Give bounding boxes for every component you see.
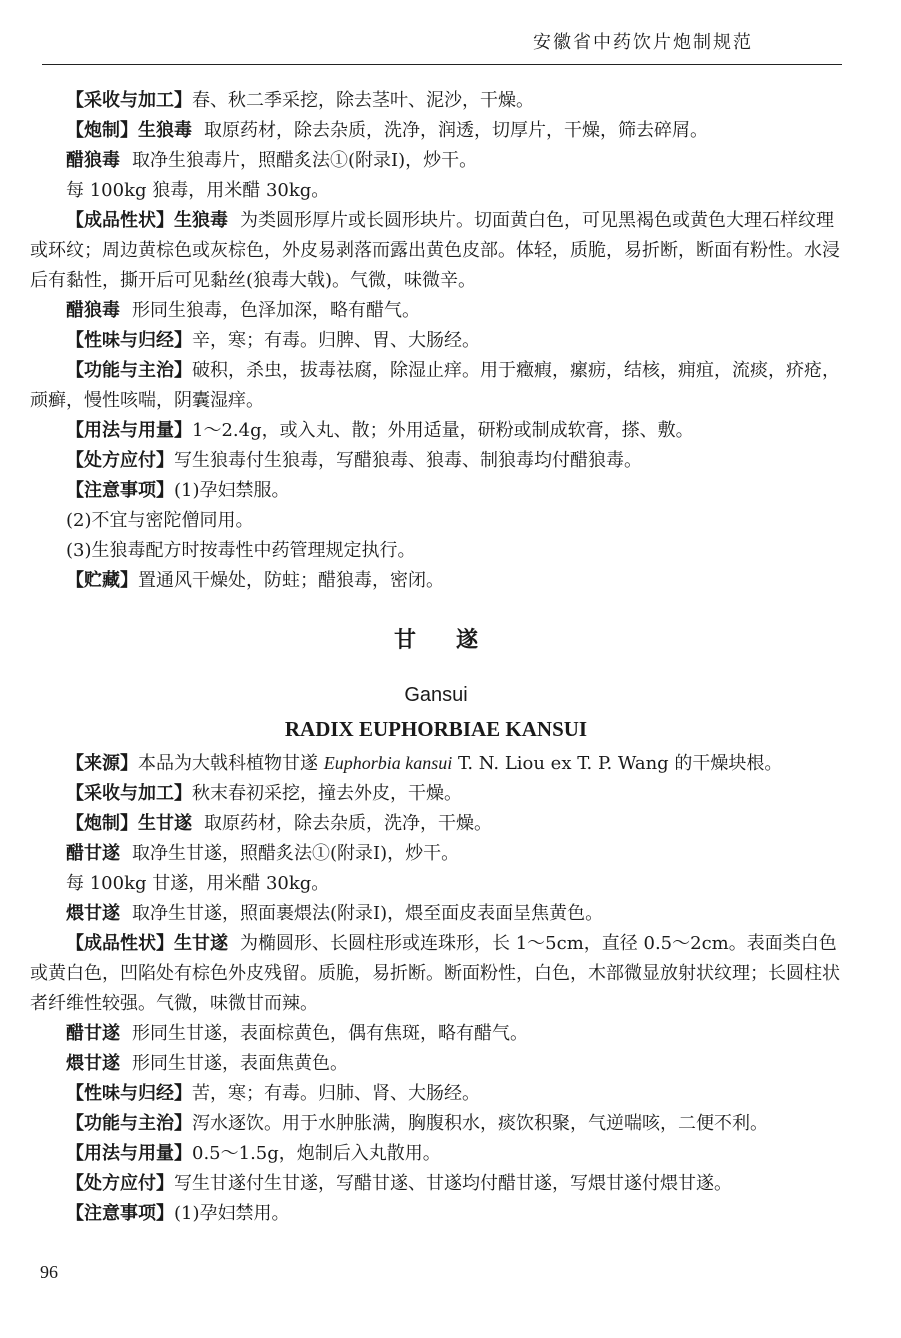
s1-nature: 【性味与归经】辛，寒；有毒。归脾、胃、大肠经。 bbox=[66, 330, 480, 351]
s2-notes: 【注意事项】(1)孕妇禁用。 bbox=[66, 1203, 290, 1224]
s1-process: 【炮制】生狼毒 取原药材，除去杂质，洗净，润透，切厚片，干燥，筛去碎屑。 bbox=[66, 120, 708, 141]
monograph-title: 甘遂 bbox=[393, 628, 518, 653]
s1-traits-vinegar: 醋狼毒 形同生狼毒，色泽加深，略有醋气。 bbox=[66, 300, 420, 321]
s2-traits-vinegar: 醋甘遂 形同生甘遂，表面棕黄色，偶有焦斑，略有醋气。 bbox=[66, 1023, 528, 1044]
s1-vinegar: 醋狼毒 取净生狼毒片，照醋炙法①(附录Ⅰ)，炒干。 bbox=[66, 150, 478, 171]
s2-usage: 【用法与用量】0.5～1.5g，炮制后入丸散用。 bbox=[66, 1143, 441, 1164]
s1-prescription: 【处方应付】写生狼毒付生狼毒，写醋狼毒、狼毒、制狼毒均付醋狼毒。 bbox=[66, 450, 642, 471]
monograph-pinyin: Gansui bbox=[404, 684, 468, 706]
header-rule bbox=[42, 64, 842, 65]
page-body bbox=[30, 86, 842, 1229]
s1-traits: 【成品性状】生狼毒 为类圆形厚片或长圆形块片。切面黄白色，可见黑褐色或黄色大理石样纹理或环纹；周边黄棕色或灰棕色，外皮易剥落而露出黄色皮部。体轻，质脆，易折断，断面有粉性。水浸后有黏性，撕开后可见黏丝(狼毒大戟)。气微，味微辛。 bbox=[30, 210, 840, 291]
s1-vinegar-ratio: 每 100kg 狼毒，用米醋 30kg。 bbox=[66, 180, 330, 201]
s2-vinegar: 醋甘遂 取净生甘遂，照醋炙法①(附录Ⅰ)，炒干。 bbox=[66, 843, 460, 864]
s2-source: 【来源】本品为大戟科植物甘遂 Euphorbia kansui T. N. Liou ex T. P. Wang 的干燥块根。 bbox=[66, 753, 783, 774]
s2-nature: 【性味与归经】苦，寒；有毒。归肺、肾、大肠经。 bbox=[66, 1083, 480, 1104]
monograph-latin-name: RADIX EUPHORBIAE KANSUI bbox=[284, 717, 588, 741]
s1-usage: 【用法与用量】1～2.4g，或入丸、散；外用适量，研粉或制成软膏，搽、敷。 bbox=[66, 420, 694, 441]
s2-roast: 煨甘遂 取净生甘遂，照面裹煨法(附录Ⅰ)，煨至面皮表面呈焦黄色。 bbox=[66, 903, 604, 924]
s2-function: 【功能与主治】泻水逐饮。用于水肿胀满，胸腹积水，痰饮积聚，气逆喘咳，二便不利。 bbox=[66, 1113, 768, 1134]
s1-notes-3: (3)生狼毒配方时按毒性中药管理规定执行。 bbox=[66, 540, 416, 561]
s2-vinegar-ratio: 每 100kg 甘遂，用米醋 30kg。 bbox=[66, 873, 330, 894]
header-title: 安徽省中药饮片炮制规范 bbox=[533, 32, 753, 53]
s1-harvest: 【采收与加工】春、秋二季采挖，除去茎叶、泥沙，干燥。 bbox=[66, 90, 534, 111]
s2-prescription: 【处方应付】写生甘遂付生甘遂，写醋甘遂、甘遂均付醋甘遂，写煨甘遂付煨甘遂。 bbox=[66, 1173, 732, 1194]
s2-traits-roast: 煨甘遂 形同生甘遂，表面焦黄色。 bbox=[66, 1053, 348, 1074]
page-number: 96 bbox=[40, 1262, 58, 1282]
s2-harvest: 【采收与加工】秋末春初采挖，撞去外皮，干燥。 bbox=[66, 783, 462, 804]
s1-function: 【功能与主治】破积，杀虫，拔毒祛腐，除湿止痒。用于癥瘕，瘰疬，结核，痈疽，流痰，疥疮，顽癣，慢性咳喘，阴囊湿痒。 bbox=[30, 360, 840, 411]
s1-notes-2: (2)不宜与密陀僧同用。 bbox=[66, 510, 254, 531]
s1-notes: 【注意事项】(1)孕妇禁服。 bbox=[66, 480, 290, 501]
s2-process: 【炮制】生甘遂 取原药材，除去杂质，洗净，干燥。 bbox=[66, 813, 492, 834]
s2-traits: 【成品性状】生甘遂 为椭圆形、长圆柱形或连珠形，长 1～5cm，直径 0.5～2cm。表面类白色或黄白色，凹陷处有棕色外皮残留。质脆，易折断。断面粉性，白色，木部微显放射状纹理；长圆柱状者纤维性较强。气微，味微甘而辣。 bbox=[30, 933, 840, 1014]
s1-storage: 【贮藏】置通风干燥处，防蛀；醋狼毒，密闭。 bbox=[66, 570, 444, 591]
